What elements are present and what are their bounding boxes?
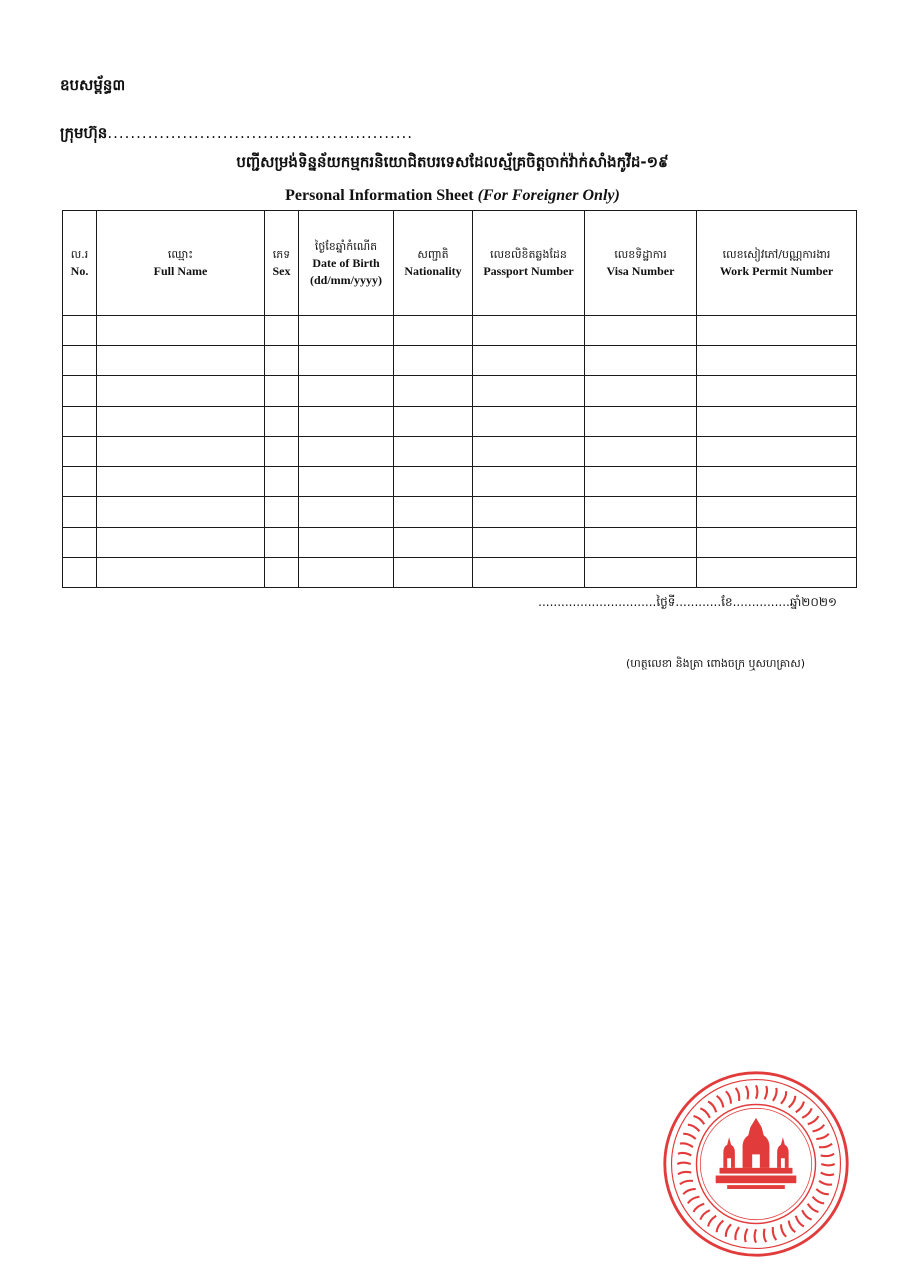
date-line[interactable]: ...............................ថ្ងៃទី............ខែ...............ឆ្នាំ២០២១ <box>538 595 837 609</box>
table-cell[interactable] <box>265 376 299 406</box>
table-cell[interactable] <box>97 497 265 527</box>
table-cell[interactable] <box>473 376 585 406</box>
column-header-visa-number: លេខទិដ្ឋាការ Visa Number <box>585 211 697 316</box>
table-cell[interactable] <box>97 436 265 466</box>
table-cell[interactable] <box>63 406 97 436</box>
table-cell[interactable] <box>63 436 97 466</box>
table-cell[interactable] <box>265 346 299 376</box>
table-cell[interactable] <box>97 467 265 497</box>
table-cell[interactable] <box>697 527 857 557</box>
table-cell[interactable] <box>265 497 299 527</box>
table-cell[interactable] <box>697 497 857 527</box>
table-cell[interactable] <box>299 316 394 346</box>
official-seal-stamp <box>660 1068 852 1260</box>
table-cell[interactable] <box>473 497 585 527</box>
table-cell[interactable] <box>585 376 697 406</box>
table-cell[interactable] <box>265 316 299 346</box>
table-cell[interactable] <box>473 557 585 587</box>
table-cell[interactable] <box>394 557 473 587</box>
table-row <box>63 527 857 557</box>
table-cell[interactable] <box>585 557 697 587</box>
table-cell[interactable] <box>473 527 585 557</box>
table-cell[interactable] <box>299 346 394 376</box>
company-name-blank[interactable]: ..................................................... <box>107 124 414 142</box>
table-cell[interactable] <box>97 527 265 557</box>
table-cell[interactable] <box>697 467 857 497</box>
table-cell[interactable] <box>97 316 265 346</box>
table-cell[interactable] <box>697 436 857 466</box>
personal-information-table <box>62 210 857 588</box>
table-cell[interactable] <box>394 346 473 376</box>
table-header-row <box>63 211 857 316</box>
table-cell[interactable] <box>265 436 299 466</box>
table-cell[interactable] <box>697 557 857 587</box>
table-cell[interactable] <box>299 557 394 587</box>
annex-label: ឧបសម្ព័ន្ធ៣ <box>60 76 126 94</box>
table-cell[interactable] <box>394 406 473 436</box>
table-cell[interactable] <box>697 346 857 376</box>
table-cell[interactable] <box>63 467 97 497</box>
table-cell[interactable] <box>97 346 265 376</box>
column-header-date-of-birth: ថ្ងៃខែឆ្នាំកំណើត Date of Birth (dd/mm/yyyy) <box>299 211 394 316</box>
table-cell[interactable] <box>585 346 697 376</box>
document-title-english <box>0 187 905 205</box>
table-row <box>63 557 857 587</box>
table-row <box>63 467 857 497</box>
table-cell[interactable] <box>299 527 394 557</box>
table-cell[interactable] <box>299 467 394 497</box>
table-row <box>63 346 857 376</box>
table-cell[interactable] <box>63 497 97 527</box>
table-row <box>63 316 857 346</box>
table-cell[interactable] <box>394 467 473 497</box>
signature-note: (ហត្ថលេខា និងត្រា ពោងចក្រ ឬសហគ្រាស) <box>625 657 805 670</box>
table-row <box>63 436 857 466</box>
table-cell[interactable] <box>63 527 97 557</box>
company-line <box>60 124 413 146</box>
title-english-main: Personal Information Sheet <box>285 187 478 204</box>
table-cell[interactable] <box>473 316 585 346</box>
table-cell[interactable] <box>585 436 697 466</box>
table-cell[interactable] <box>585 467 697 497</box>
document-title-khmer: បញ្ជីសម្រង់ទិន្នន័យកម្មករនិយោជិតបរទេសដែលស្ម័គ្រចិត្តចាក់វ៉ាក់សាំងកូវីដ-១៩ <box>236 153 669 171</box>
table-cell[interactable] <box>473 346 585 376</box>
table-cell[interactable] <box>697 316 857 346</box>
table-cell[interactable] <box>585 406 697 436</box>
table-cell[interactable] <box>265 406 299 436</box>
table-cell[interactable] <box>97 557 265 587</box>
table-cell[interactable] <box>394 436 473 466</box>
title-english-note: (For Foreigner Only) <box>477 187 620 204</box>
column-header-full-name: ឈ្មោះ Full Name <box>97 211 265 316</box>
table-cell[interactable] <box>97 376 265 406</box>
company-label: ក្រុមហ៊ុន <box>60 124 108 142</box>
table-cell[interactable] <box>585 497 697 527</box>
table-row <box>63 376 857 406</box>
table-row <box>63 497 857 527</box>
table-cell[interactable] <box>394 316 473 346</box>
table-row <box>63 406 857 436</box>
table-cell[interactable] <box>585 527 697 557</box>
table-cell[interactable] <box>697 406 857 436</box>
column-header-work-permit-number: លេខសៀវភៅ/បណ្ណការងារ Work Permit Number <box>697 211 857 316</box>
table-cell[interactable] <box>63 376 97 406</box>
table-cell[interactable] <box>394 497 473 527</box>
table-cell[interactable] <box>63 346 97 376</box>
table-cell[interactable] <box>697 376 857 406</box>
table-cell[interactable] <box>265 557 299 587</box>
table-cell[interactable] <box>97 406 265 436</box>
table-cell[interactable] <box>63 557 97 587</box>
table-cell[interactable] <box>63 316 97 346</box>
table-cell[interactable] <box>299 497 394 527</box>
table-cell[interactable] <box>299 406 394 436</box>
table-cell[interactable] <box>265 467 299 497</box>
table-cell[interactable] <box>585 316 697 346</box>
column-header-nationality: សញ្ជាតិ Nationality <box>394 211 473 316</box>
table-cell[interactable] <box>473 436 585 466</box>
column-header-no: ល.រ No. <box>63 211 97 316</box>
column-header-passport-number: លេខលិខិតឆ្លងដែន Passport Number <box>473 211 585 316</box>
table-cell[interactable] <box>265 527 299 557</box>
table-cell[interactable] <box>299 436 394 466</box>
table-cell[interactable] <box>394 527 473 557</box>
table-cell[interactable] <box>473 406 585 436</box>
table-cell[interactable] <box>299 376 394 406</box>
column-header-sex: ភេទ Sex <box>265 211 299 316</box>
table-cell[interactable] <box>394 376 473 406</box>
table-cell[interactable] <box>473 467 585 497</box>
